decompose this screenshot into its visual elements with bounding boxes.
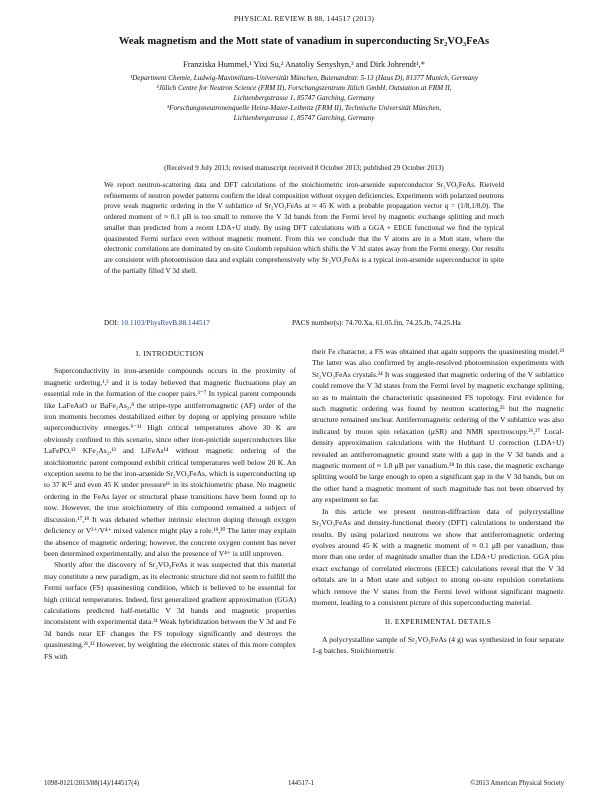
intro-paragraph-1: Superconductivity in iron-arsenide compounds occurs in the proximity of magnetic ordering,¹,² and it is today believed that magnetic fluctuations play an essential role in the formation of the cooper pairs.³⁻⁷ In typical parent compounds like LaFeAsO or BaFe₂As₂,⁸ the stripe-type antiferromagnetic (AF) order of the iron moments becomes destabilized either by doping or applying pressure while superconductivity emerges.⁹⁻¹¹ High critical temperatures above 30 K are obviously confined to this scenario, since other iron-pnictide superconductors like LaFePO,¹² KFe₂As₂,¹³ and LiFeAs¹⁴ without magnetic ordering of the stoichiometric parent compound exhibit critical temperatures well below 20 K. An exception seems to be the iron-arsenide Sr₂VO₃FeAs, which is superconducting up to 37 K¹⁵ and even 45 K under pressure¹⁶ in its stoichiometric phase. No magnetic ordering in the FeAs layer or structural phase transitions have been found up to now. However, the true stoichiometry of this compound remained a subject of discussion.¹⁷,¹⁸ It was debated whether intrinsic electron doping through oxygen deficiency or V³⁺/V⁴⁺ mixed valence might play a role.¹⁹,²⁰ The latter may explain the absence of magnetic ordering; however, the concrete oxygen content has never been determined experimentally, and also the presence of V⁴⁺ is still unproven. [44,366,296,558]
intro-paragraph-3: their Fe character, a FS was obtained that again supports the quasinesting model.²³ The latter was also confirmed by angle-resolved photoemission experiments with Sr₂VO₃FeAs crystals.²⁴ It was suggested that magnetic ordering of the V sublattice could remove the V 3d states from the Fermi level by magnetic exchange splitting, so as to maintain the characteristic quasinested FS topology. First evidence for such magnetic ordering was found by neutron scattering,²⁵ but the magnetic structure remained unclear. Antiferromagnetic ordering of the V sublattice was also indicated by muon spin relaxation (μSR) and NMR spectroscopy.²⁶,²⁷ Local-density approximation calculations with the Hubbard U correction (LDA+U) revealed an antiferromagnetic ground state with a gap in the V 3d bands and a magnetic moment of ≈ 1.8 μB per vanadium.²⁸ In this case, the magnetic exchange splitting would be large enough to open a significant gap in the V 3d bands, but on the other hand a magnetic moment of such magnitude has not been observed by any experiment so far. [312,347,564,505]
affiliation-3-address: Lichtenbergstrasse 1, 85747 Garching, Germany [233,114,375,122]
abstract: We report neutron-scattering data and DFT calculations of the stoichiometric iron-arsenide superconductor Sr₂VO₃FeAs. Rietveld refinements of neutron powder patterns confirm the ideal composition without oxygen deficiencies. Experiments with polarized neutrons prove weak magnetic ordering in the V sublattice of Sr₂VO₃FeAs at ≈ 45 K with a probable propagation vector q = (1/8,1/8,0). The ordered moment of ≈ 0.1 μB is too small to remove the V 3d bands from the Fermi level by magnetic exchange splitting and much smaller than predicted from a recent LDA+U study. By using DFT calculations with a GGA + EECE functional we find the typical quasinested Fermi surface even without magnetic moment. From this we conclude that the V atoms are in a Mott state, where the electronic correlations are dominated by on-site Coulomb repulsion which shifts the V 3d states away from the Fermi energy. Our results are consistent with photoemission data and explain comprehensively why Sr₂VO₃FeAs is a typical iron-arsenide superconductor in spite of the partially filled V 3d shell. [104,181,504,275]
footer-issn: 1098-0121/2013/88(14)/144517(4) [44,780,140,787]
page-footer [44,780,564,787]
pacs-numbers: PACS number(s): 74.70.Xa, 61.05.fm, 74.25.Jb, 74.25.Ha [292,318,461,327]
intro-paragraph-4: In this article we present neutron-diffraction data of polycrystalline Sr₂VO₃FeAs and density-functional theory (DFT) calculations to understand the results. By using polarized neutrons we show that antiferromagnetic ordering evolves around 45 K with a magnetic moment of ≈ 0.1 μB per vanadium, thus more than one order of magnitude smaller than the LDA+U prediction. GGA plus exact exchange of correlated electrons (EECE) calculations reveal that the V 3d orbitals are in a Mott state and subject to strong on-site repulsion correlations which remove the V states from the Fermi level without significant magnetic moment, leading to a consistent picture of this superconducting material. [312,506,564,607]
publication-history: (Received 9 July 2013; revised manuscript received 8 October 2013; published 29 October 2013) [164,164,444,172]
doi-pacs-line [104,318,504,327]
footer-copyright: ©2013 American Physical Society [470,780,564,787]
footer-page-number: 144517-1 [288,780,315,787]
affiliation-1: ¹Department Chemie, Ludwig-Maximilians-Universität München, Butenandtstr. 5-13 (Haus D), 81377 Munich, Germany [129,74,479,82]
running-head: PHYSICAL REVIEW B 88, 144517 (2013) [233,14,375,23]
author-list: Franziska Hummel,¹ Yixi Su,² Anatoliy Senyshyn,³ and Dirk Johrendt¹,* [183,60,425,69]
affiliation-3: ³Forschungsneutronenquelle Heinz-Maier-Leibnitz (FRM II), Technische Universität München, [166,104,442,112]
left-column [44,348,296,662]
paper-title: Weak magnetism and the Mott state of vanadium in superconducting Sr₂VO₃FeAs [118,36,490,47]
doi-label: DOI: [104,318,119,327]
affiliation-2: ²Jülich Centre for Neutron Science (FRM II), Forschungszentrum Jülich GmbH, Outstation at FRM II, [156,84,452,92]
affiliation-2-address: Lichtenbergstrasse 1, 85747 Garching, Germany [233,94,375,102]
doi-link[interactable]: 10.1103/PhysRevB.88.144517 [120,318,210,327]
section-heading-experimental: II. EXPERIMENTAL DETAILS [384,617,492,627]
experimental-paragraph-1: A polycrystalline sample of Sr₂VO₃FeAs (4 g) was synthesized in four separate 1-g batches. Stoichiometric [312,634,564,656]
right-column [312,346,564,657]
section-heading-introduction: I. INTRODUCTION [135,349,205,358]
intro-paragraph-2: Shortly after the discovery of Sr₂VO₃FeAs it was suspected that this material may constitute a new paradigm, as its electronic structure did not seem to fulfill the Fermi surface (FS) quasinesting condition, which is believed to be essential for high critical temperatures. Indeed, first generalized gradient approximation (GGA) calculations predicted half-metallic V 3d bands and magnetic properties inconsistent with experimental data.²¹ Weak hybridization between the V 3d and Fe 3d bands near EF changes the FS topology significantly and destroys the quasinesting.²¹,²² However, by weighting the electronic states of this more complex FS with [44,560,296,661]
